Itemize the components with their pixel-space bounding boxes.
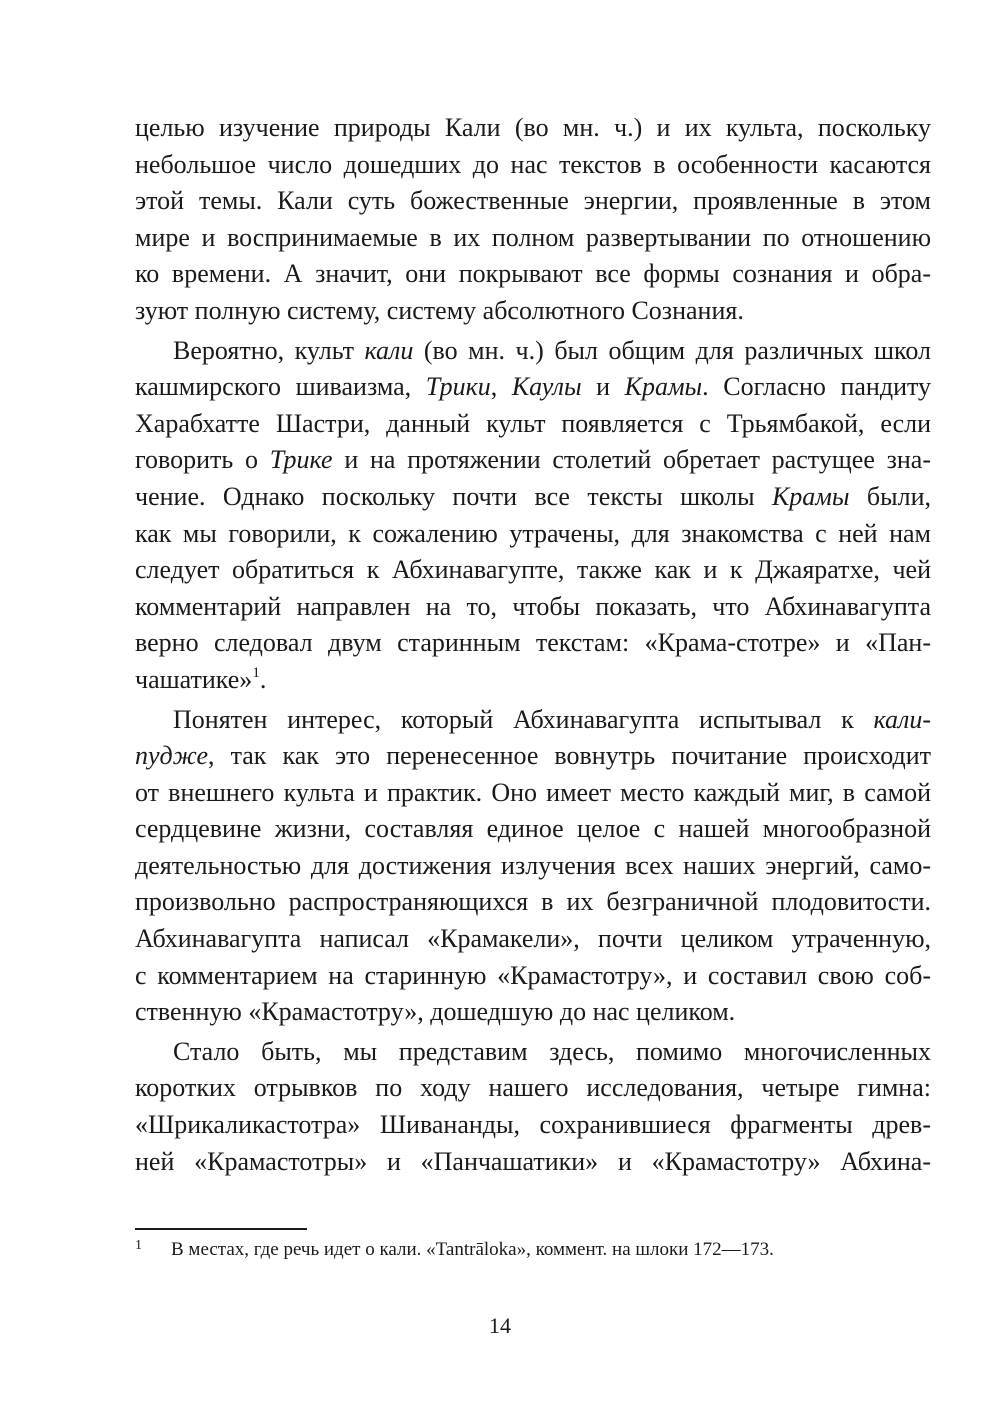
body-text — [135, 110, 931, 1180]
paragraph-1 — [135, 110, 931, 330]
text-line: «Шрикаликастотра» Шивананды, сохранившиеся фрагменты древ- — [135, 1110, 931, 1140]
text-line: ней «Крамастотры» и «Панчашатики» и «Крамастотру» Абхина- — [135, 1146, 931, 1176]
text-line: как мы говорили, к сожалению утрачены, для знакомства с ней нам — [135, 518, 931, 548]
text-line: с комментарием на старинную «Крамастотру», и составил свою соб- — [135, 960, 931, 990]
footnote-reference[interactable]: 1 — [252, 664, 260, 681]
text-line: сердцевине жизни, составляя единое целое с нашей многообразной — [135, 814, 931, 844]
text-line: чение. Однако поскольку почти все тексты школы Крамы были, — [135, 481, 931, 511]
footnote — [135, 1233, 931, 1263]
text-line: пудже, так как это перенесенное вовнутрь почитание происходит — [135, 741, 931, 771]
text-line: зуют полную систему, систему абсолютного Сознания. — [135, 295, 744, 325]
text-line: ственную «Крамастотру», дошедшую до нас целиком. — [135, 997, 736, 1027]
paragraph-4 — [135, 1034, 931, 1180]
page-number: 14 — [489, 1313, 511, 1338]
text-line: этой темы. Кали суть божественные энергии, проявленные в этом — [135, 186, 931, 216]
text-line: мире и воспринимаемые в их полном развертывании по отношению — [135, 222, 931, 252]
paragraph-2 — [135, 333, 931, 699]
text-line: Абхинавагупта написал «Крамакели», почти целиком утраченную, — [135, 924, 931, 954]
text-line: ко времени. А значит, они покрывают все формы сознания и обра- — [135, 259, 931, 289]
text-line: Стало быть, мы представим здесь, помимо многочисленных — [173, 1036, 931, 1066]
text-line: Понятен интерес, который Абхинавагупта испытывал к кали- — [173, 704, 931, 734]
footnote-divider — [135, 1228, 307, 1230]
text-line: верно следовал двум старинным текстам: «Крама-стотре» и «Пан- — [135, 628, 931, 658]
text-line: Харабхатте Шастри, данный культ появляется с Трьямбакой, если — [135, 408, 931, 438]
text-line: чашатике»$^1$. — [135, 664, 267, 694]
text-line: говорить о Трике и на протяжении столетий обретает растущее зна- — [135, 445, 932, 475]
text-line: коротких отрывков по ходу нашего исследования, четыре гимна: — [135, 1073, 931, 1103]
text-line: кашмирского шиваизма, Трики, Каулы и Крамы. Согласно пандиту — [135, 372, 932, 402]
paragraph-3 — [135, 702, 931, 1031]
text-line: деятельностью для достижения излучения всех наших энергий, само- — [135, 850, 931, 880]
text-line: произвольно распространяющихся в их безграничной плодовитости. — [135, 887, 931, 917]
footnote-text: В местах, где речь идет о кали. «Tantrāloka», коммент. на шлоки 172—173. — [171, 1239, 774, 1260]
text-line: небольшое число дошедших до нас текстов в особенности касаются — [135, 149, 931, 179]
text-line: целью изучение природы Кали (во мн. ч.) и их культа, поскольку — [135, 113, 931, 142]
text-line: следует обратиться к Абхинавагупте, также как и к Джаяратхе, чей — [135, 555, 931, 585]
text-line: комментарий направлен на то, чтобы показать, что Абхинавагупта — [135, 591, 931, 621]
text-line: от внешнего культа и практик. Оно имеет место каждый миг, в самой — [135, 777, 931, 807]
text-line: Вероятно, культ кали (во мн. ч.) был общим для различных школ — [173, 335, 931, 365]
footnote-marker: 1 — [135, 1238, 142, 1253]
